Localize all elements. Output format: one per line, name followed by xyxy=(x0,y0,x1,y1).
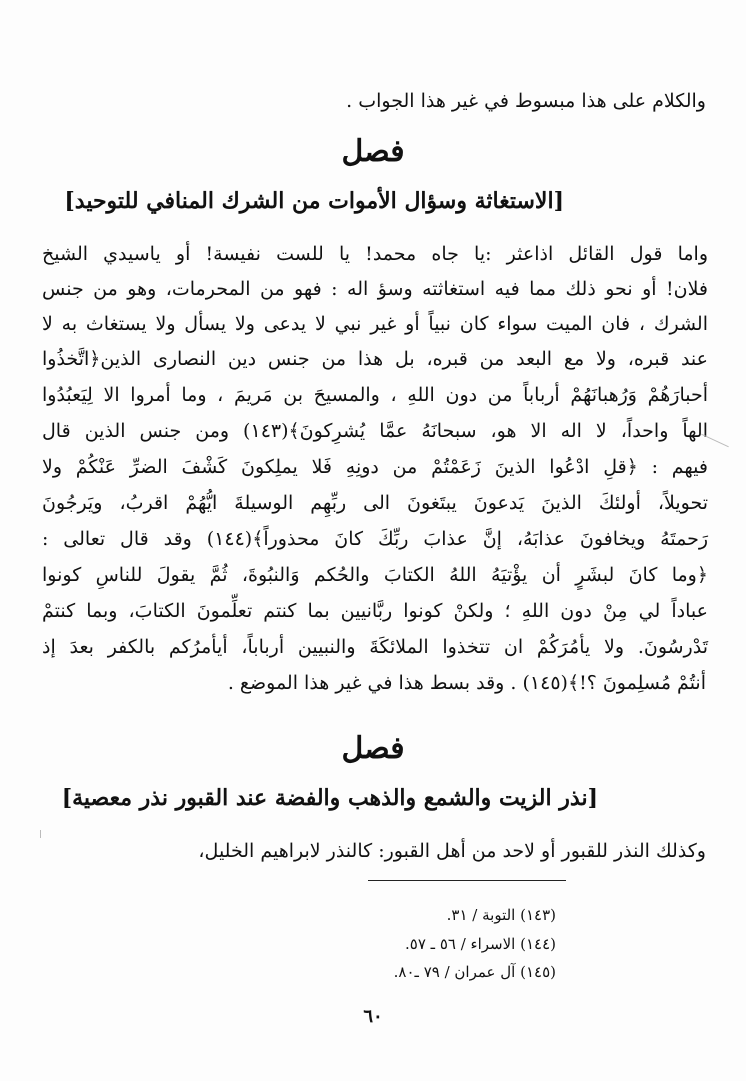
paragraph-line: الهاً واحداً، لا اله الا هو، سبحانَهُ عمَّا يُشرِكونَ﴾(١٤٣) ومن جنس الذين قال xyxy=(42,420,709,442)
paragraph-line: تحويلاً، أولئكَ الذينَ يَدعونَ يبتَغونَ الى ربِّهِم الوسيلةَ ايُّهُمْ اقربُ، ويَرجُونَ xyxy=(42,492,708,514)
paragraph-line: ﴿وما كانَ لبشَرٍ أن يؤْتيَهُ اللهُ الكتابَ والحُكم وَالنبُوةَ، ثُمَّ يقولَ للناسِ كونوا xyxy=(42,564,708,586)
page-number: ٦٠ xyxy=(363,1006,383,1027)
paragraph-line: عباداً لي مِنْ دون اللهِ ؛ ولكنْ كونوا ربَّانيين بما كنتم تعلِّمونَ الكتابَ، وبما كنتمْ xyxy=(42,600,708,622)
footnote-143: (١٤٣) التوبة / ٣١. xyxy=(446,906,556,924)
paragraph-line: أنتُمْ مُسلِمونَ ؟!﴾(١٤٥) . وقد بسط هذا في غير هذا الموضع . xyxy=(227,672,706,694)
section-subtitle-2: [نذر الزيت والشمع والذهب والفضة عند القبور نذر معصية] xyxy=(61,785,598,811)
paragraph-line: رَحمتَهُ ويخافونَ عذابَهُ، إنَّ عذابَ ربِّكَ كانَ محذوراً﴾(١٤٤) وقد قال تعالى : xyxy=(42,528,708,550)
paragraph-line: فلان! أو نحو ذلك مما فيه استغاثته وسؤ اله : فهو من المحرمات، وهو من جنس xyxy=(42,278,708,300)
footnote-separator xyxy=(368,880,566,881)
paragraph-line: عند قبره، ولا مع البعد من قبره، بل هذا من جنس دين النصارى الذين﴿اتَّخذُوا xyxy=(42,348,708,370)
paragraph-line: أحبارَهُمْ وَرُهبانَهُمْ أرباباً من دون اللهِ ، والمسيحَ بن مَريمَ ، وما أمروا الا لِيَعبُدُوا xyxy=(42,384,708,406)
footnote-145: (١٤٥) آل عمران / ٧٩ ـ٨٠. xyxy=(393,963,556,981)
paragraph-line: الشرك ، فان الميت سواء كان نبياً أو غير نبي لا يدعى ولا يسأل ولا يستغاث به لا xyxy=(42,313,708,335)
section-subtitle-1: [الاستغاثة وسؤال الأموات من الشرك المنافي للتوحيد] xyxy=(64,188,564,214)
section-heading-2: فصل xyxy=(341,731,405,766)
paragraph-line: واما قول القائل اذاعثر :يا جاه محمد! يا للست نفيسة! أو ياسيدي الشيخ xyxy=(42,243,708,265)
intro-line: والكلام على هذا مبسوط في غير هذا الجواب . xyxy=(346,90,706,112)
scan-mark xyxy=(40,830,41,838)
footnote-144: (١٤٤) الاسراء / ٥٦ ـ ٥٧. xyxy=(405,935,556,953)
section-heading-1: فصل xyxy=(341,134,405,169)
paragraph-line: فيهم : ﴿قلِ ادْعُوا الذينَ زَعَمْتُمْ من دونِهِ فَلا يملِكونَ كَشْفَ الضرِّ عَنْكُمْ ولا xyxy=(42,456,708,478)
paragraph-line: تَدْرسُونَ. ولا يأمُرَكُمْ ان تتخذوا الملائكَةَ والنبيين أرباباً، أيأمرُكم بالكفر بعدَ إذ xyxy=(42,636,708,658)
paragraph-line: وكذلك النذر للقبور أو لاحد من أهل القبور: كالنذر لابراهيم الخليل، xyxy=(198,840,706,862)
